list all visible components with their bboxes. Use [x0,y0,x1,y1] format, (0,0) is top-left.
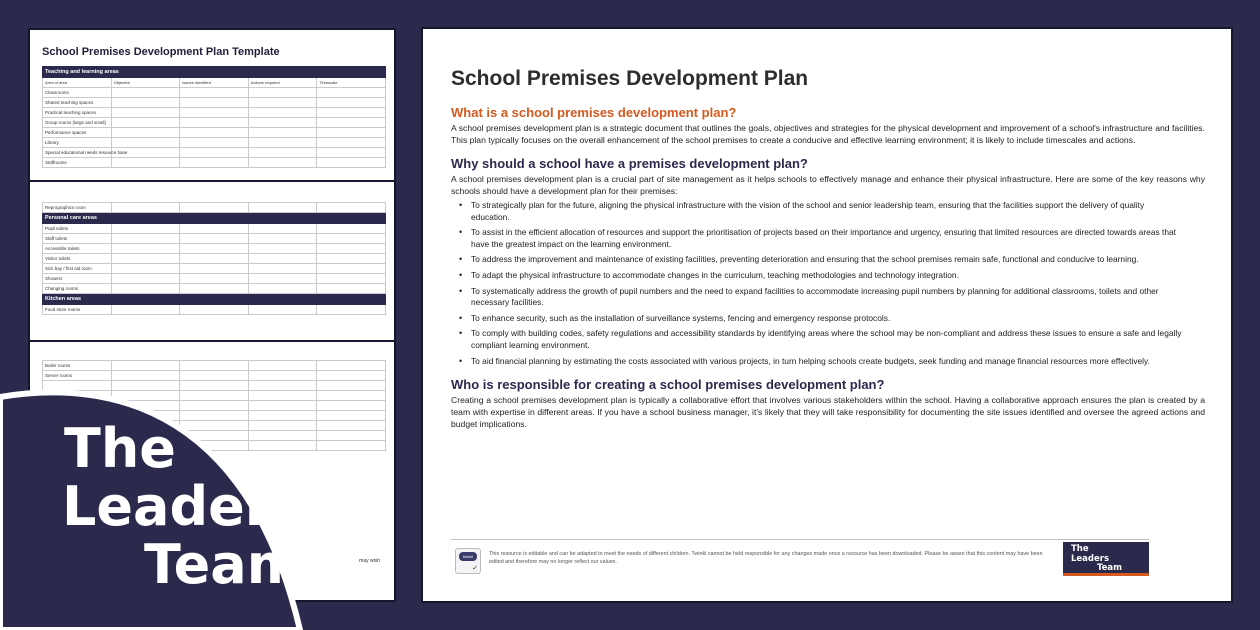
bullet-icon: • [459,227,463,238]
table-row [43,274,386,284]
section-heading-why: Why should a school have a premises development plan? [451,156,808,171]
list-item-text: To assist in the efficient allocation of resources and support the prioritisation of projects based on their importance and urgency, ensuring that limited resources are directed towards areas that have the greatest impact on the learning environment. [471,227,1176,249]
table-row [43,88,386,98]
row-label: Staff toilets [43,234,112,244]
table-row [43,224,386,234]
row-label: Pupil toilets [43,224,112,234]
table-row [43,138,386,148]
template-title: School Premises Development Plan Template [42,46,280,58]
row-label: Shared teaching spaces [43,98,112,108]
bullet-icon: • [459,355,463,366]
row-label: Accessible toilets [43,244,112,254]
list-item-text: To address the improvement and maintenance of existing facilities, preventing deterioration and ensuring that the school premises remain safe, functional and conducive to learning. [471,254,1139,265]
brand-line-3: Team [144,533,303,596]
twinkl-badge-icon [455,548,481,574]
brand-line-1: The [64,417,176,480]
table-row [43,244,386,254]
section-paragraph-what: A school premises development plan is a strategic document that outlines the goals, objectives and strategies for the physical development and improvement of a school's infrastructure and facilities. This plan typically focuses on the overall enhancement of the school premises to create a conducive and effective learning environment; it is likely to include timescales and actions. [451,123,1205,145]
row-label: Sick bay / first aid room [43,264,112,274]
logo-line-3: Team [1097,563,1123,573]
template-sheet-2 [28,180,396,355]
badge-label: twinkl [459,552,477,561]
section-heading-what: What is a school premises development plan? [451,105,737,120]
bullet-icon: • [459,328,463,339]
row-label: Changing rooms [43,284,112,294]
list-item-text: To adapt the physical infrastructure to accommodate changes in the curriculum, teaching methodologies and technology integration. [471,269,959,280]
row-label: Boiler rooms [43,361,112,371]
row-label: Server rooms [43,371,112,381]
row-label: Group rooms (large and small) [43,118,112,128]
reasons-list [451,200,1205,367]
section-heading: Personal care areas [43,213,386,224]
list-item [451,254,1205,266]
row-label: Performance spaces [43,128,112,138]
list-item-text: To enhance security, such as the installation of surveillance systems, fencing and emergency response protocols. [471,312,891,323]
bullet-icon: • [459,200,463,210]
row-label: Classrooms [43,88,112,98]
document-body [451,67,1205,430]
list-item-text: To aid financial planning by estimating the costs associated with various projects, in turn helping schools create budgets, seek funding and manage financial resources more effectively. [471,355,1150,366]
table-row [43,371,386,381]
bullet-icon: • [459,254,463,265]
bullet-icon: • [459,312,463,323]
table-row [43,128,386,138]
row-label: Food store rooms [43,305,112,315]
table-row [43,234,386,244]
column-header: Objective [111,78,180,88]
list-item-text: To comply with building codes, safety regulations and accessibility standards by identifying areas where the school may be non-compliant and address these issues to ensure a safe and legally compliant learning environment. [471,328,1182,350]
list-item [451,200,1205,223]
row-label: Practical teaching spaces [43,108,112,118]
table-row [43,264,386,274]
list-item [451,286,1205,309]
list-item [451,270,1205,282]
column-header: Actions required [248,78,317,88]
section-heading: Teaching and learning areas [43,67,386,78]
document-footer [451,539,1149,579]
table-row [43,108,386,118]
row-label: Reprographics room [43,203,112,213]
table-row [43,118,386,128]
list-item [451,328,1205,351]
page-title: School Premises Development Plan [451,67,809,90]
footer-logo [1063,542,1149,576]
list-item [451,313,1205,325]
list-item-text: To strategically plan for the future, aligning the physical infrastructure with the vision of the school and senior leadership team, ensuring that the facilities support the delivery of quality education. [471,200,1145,222]
template-text-fragment: may wish [359,558,380,564]
column-header: Timescale [317,78,386,88]
table-row [43,203,386,213]
row-label: Visitor toilets [43,254,112,264]
row-label: Showers [43,274,112,284]
table-row [43,305,386,315]
table-row [43,158,386,168]
section-heading: Kitchen areas [43,294,386,305]
footer-disclaimer: This resource is editable and can be adapted to meet the needs of different children. Twinkl cannot be held responsible for any changes made once a resource has been downloaded. Please be aware that this content may have been edited and therefore may no longer reflect our values. [489,551,1043,565]
logo-line-1: The [1071,544,1089,554]
column-header: Area of area [43,78,112,88]
logo-line-2: Leaders [1071,553,1110,564]
brand-wordmark [62,417,304,596]
brand-line-2: Leaders [62,475,304,538]
column-header: Issues identified [180,78,249,88]
table-row [43,284,386,294]
bullet-icon: • [459,285,463,296]
document-page [421,27,1233,603]
list-item [451,356,1205,368]
table-row [43,254,386,264]
list-item [451,227,1205,250]
row-label: Staffrooms [43,158,112,168]
section-paragraph-who: Creating a school premises development plan is typically a collaborative effort that involves various stakeholders within the school. Having a collaborative approach ensures the plan is created by a team with expertise in different areas. If you have a school business manager, it's likely that they will take responsibility for documenting the site issues identified and oversee the agreed actions and budget implications. [451,395,1205,430]
table-row [43,361,386,371]
table-row [43,148,386,158]
table-row [43,98,386,108]
list-item-text: To systematically address the growth of pupil numbers and the need to expand facilities to accommodate increasing pupil numbers by planning for additional classrooms, toilets and other necessary facilities. [471,285,1159,308]
template-table-teaching [42,66,386,168]
template-sheet-1 [28,28,396,198]
template-table-personal-care [42,202,386,315]
section-heading-who: Who is responsible for creating a school premises development plan? [451,377,885,393]
section-paragraph-why: A school premises development plan is a crucial part of site management as it helps schools to effectively manage and enhance their physical infrastructure. Here are some of the key reasons why schools should have a development plan for their premises: [451,174,1205,196]
row-label: Special educational needs resource base [43,148,112,158]
bullet-icon: • [459,269,463,280]
check-icon: ✓ [472,565,478,572]
row-label: Library [43,138,112,148]
